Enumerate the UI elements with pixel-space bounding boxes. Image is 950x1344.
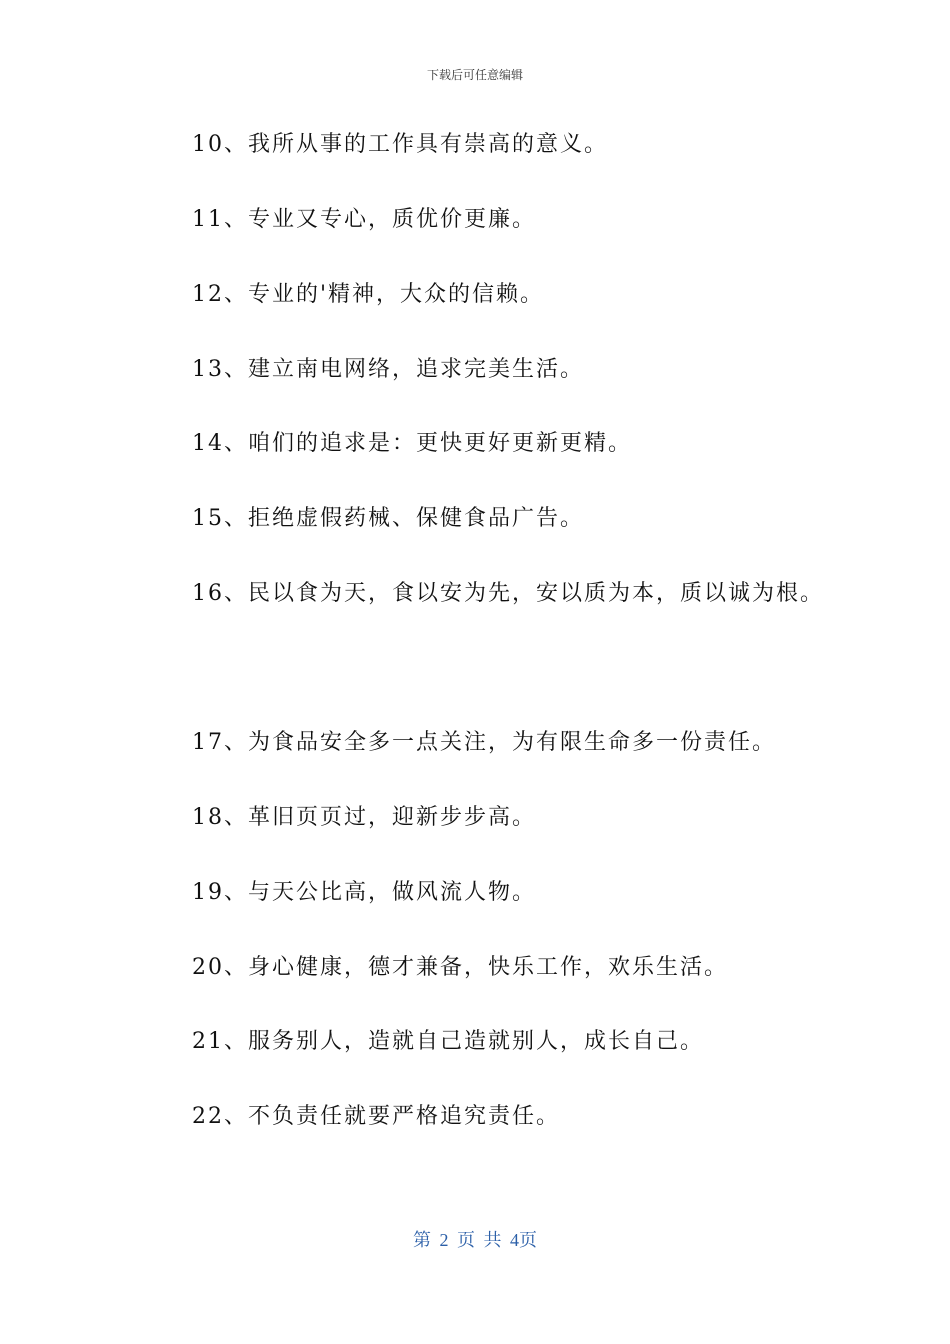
slogan-line-14: 14、咱们的追求是：更快更好更新更精。 — [192, 431, 632, 456]
slogan-line-21: 21、服务别人，造就自己造就别人，成长自己。 — [192, 1029, 704, 1054]
slogan-line-15: 15、拒绝虚假药械、保健食品广告。 — [192, 506, 584, 531]
slogan-line-10: 10、我所从事的工作具有崇高的意义。 — [192, 132, 608, 157]
page-footer: 第 2 页 共 4页 — [413, 1230, 537, 1250]
slogan-line-19: 19、与天公比高，做风流人物。 — [192, 880, 536, 905]
slogan-line-12: 12、专业的'精神，大众的信赖。 — [192, 282, 545, 307]
slogan-line-16: 16、民以食为天，食以安为先，安以质为本，质以诚为根。 — [192, 581, 824, 606]
slogan-line-18: 18、革旧页页过，迎新步步高。 — [192, 805, 536, 830]
slogan-line-13: 13、建立南电网络，追求完美生活。 — [192, 357, 584, 382]
page-header: 下载后可任意编辑 — [426, 68, 523, 82]
slogan-line-20: 20、身心健康，德才兼备，快乐工作，欢乐生活。 — [192, 955, 728, 980]
slogan-line-22: 22、不负责任就要严格追究责任。 — [192, 1104, 560, 1129]
slogan-line-17: 17、为食品安全多一点关注，为有限生命多一份责任。 — [192, 730, 776, 755]
slogan-line-11: 11、专业又专心，质优价更廉。 — [192, 207, 536, 232]
